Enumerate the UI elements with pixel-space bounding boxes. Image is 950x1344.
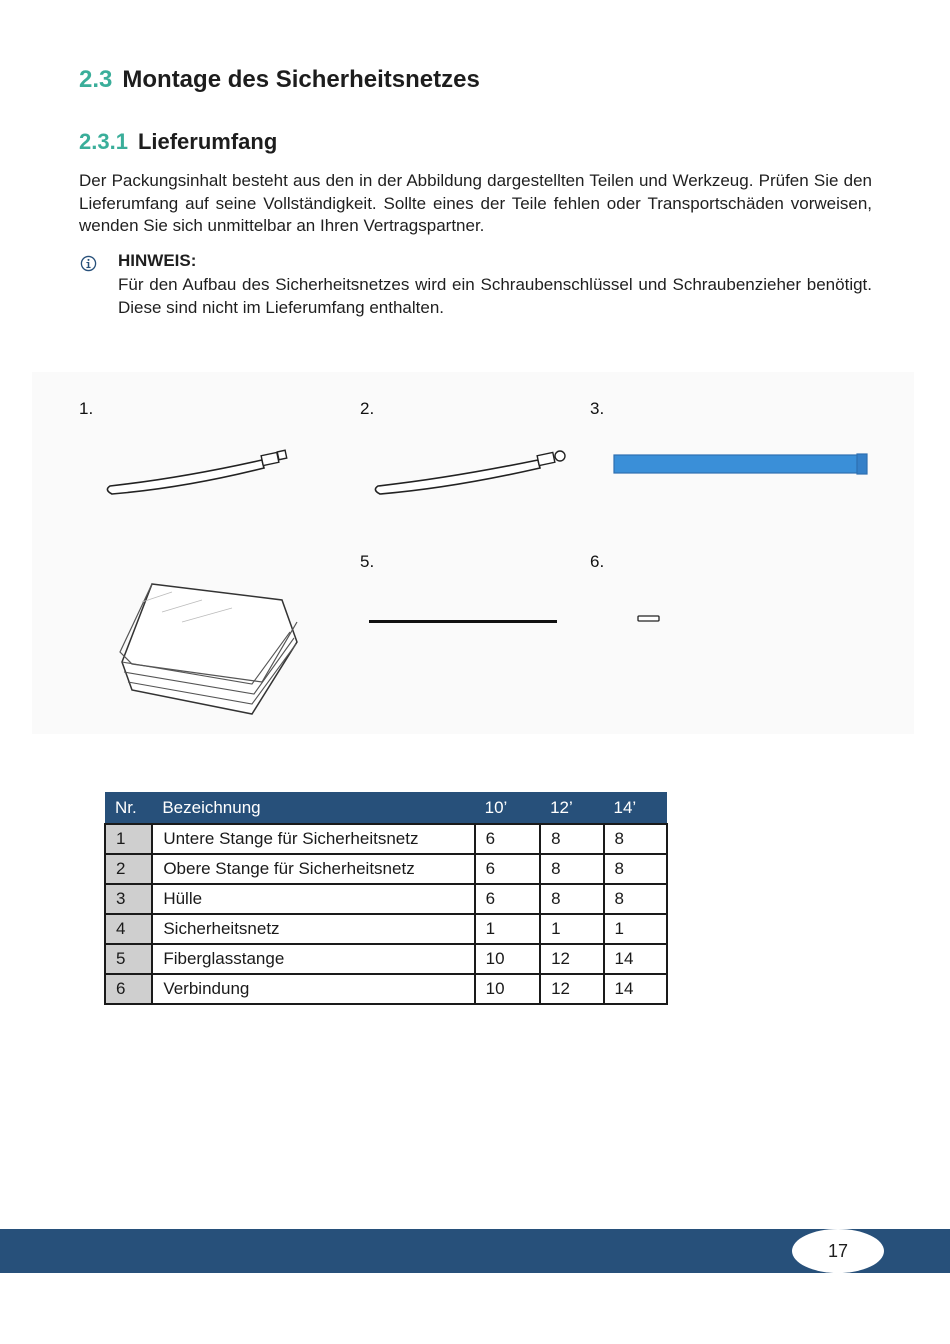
lower-pole-illustration bbox=[102, 448, 292, 498]
figure-label-2: 2. bbox=[360, 399, 375, 418]
cell-12: 8 bbox=[540, 884, 603, 914]
table-row bbox=[105, 824, 667, 854]
cell-14: 8 bbox=[604, 884, 668, 914]
section-number: 2.3 bbox=[79, 66, 113, 93]
cell-bezeichnung: Untere Stange für Sicherheitsnetz bbox=[152, 824, 474, 854]
cell-10: 10 bbox=[475, 944, 540, 974]
cell-bezeichnung: Verbindung bbox=[152, 974, 474, 1004]
parts-table bbox=[104, 792, 668, 1005]
figure-label-6: 6. bbox=[590, 552, 605, 571]
col-header-10: 10’ bbox=[475, 792, 540, 824]
sleeve-illustration bbox=[610, 450, 872, 480]
parts-figure bbox=[32, 372, 914, 734]
cell-12: 1 bbox=[540, 914, 603, 944]
table-row bbox=[105, 974, 667, 1004]
cell-nr: 4 bbox=[105, 914, 152, 944]
col-header-12: 12’ bbox=[540, 792, 603, 824]
col-header-bezeichnung: Bezeichnung bbox=[152, 792, 474, 824]
section-title: Montage des Sicherheitsnetzes bbox=[122, 66, 480, 93]
fiberglass-rod-illustration bbox=[367, 618, 559, 626]
cell-14: 14 bbox=[604, 944, 668, 974]
table-row bbox=[105, 884, 667, 914]
cell-bezeichnung: Sicherheitsnetz bbox=[152, 914, 474, 944]
col-header-14: 14’ bbox=[604, 792, 668, 824]
col-header-nr: Nr. bbox=[105, 792, 152, 824]
cell-nr: 2 bbox=[105, 854, 152, 884]
cell-10: 6 bbox=[475, 854, 540, 884]
cell-12: 8 bbox=[540, 854, 603, 884]
table-row bbox=[105, 854, 667, 884]
figure-label-3: 3. bbox=[590, 399, 605, 418]
section-heading bbox=[79, 66, 480, 94]
subsection-title: Lieferumfang bbox=[137, 129, 278, 154]
cell-nr: 6 bbox=[105, 974, 152, 1004]
subsection-heading bbox=[79, 129, 277, 155]
figure-label-1: 1. bbox=[79, 399, 94, 418]
note-title: HINWEIS: bbox=[118, 251, 197, 270]
cell-14: 8 bbox=[604, 854, 668, 884]
cell-12: 12 bbox=[540, 974, 603, 1004]
info-icon bbox=[80, 255, 97, 272]
cell-14: 8 bbox=[604, 824, 668, 854]
cell-10: 1 bbox=[475, 914, 540, 944]
cell-12: 12 bbox=[540, 944, 603, 974]
cell-14: 14 bbox=[604, 974, 668, 1004]
cell-bezeichnung: Fiberglasstange bbox=[152, 944, 474, 974]
table-row bbox=[105, 944, 667, 974]
cell-nr: 5 bbox=[105, 944, 152, 974]
cell-10: 6 bbox=[475, 884, 540, 914]
cell-14: 1 bbox=[604, 914, 668, 944]
figure-label-5: 5. bbox=[360, 552, 375, 571]
folded-net-illustration bbox=[112, 572, 312, 722]
cell-nr: 3 bbox=[105, 884, 152, 914]
page-number: 17 bbox=[792, 1229, 884, 1273]
subsection-number: 2.3.1 bbox=[79, 129, 128, 154]
cell-10: 10 bbox=[475, 974, 540, 1004]
cell-12: 8 bbox=[540, 824, 603, 854]
upper-pole-illustration bbox=[370, 448, 570, 498]
cell-10: 6 bbox=[475, 824, 540, 854]
table-header-row bbox=[105, 792, 667, 824]
cell-nr: 1 bbox=[105, 824, 152, 854]
cell-bezeichnung: Hülle bbox=[152, 884, 474, 914]
intro-paragraph: Der Packungsinhalt besteht aus den in der Abbildung dargestellten Teilen und Werkzeug. Prüfen Sie den Lieferumfang auf seine Vollständigkeit. Sollte eines der Teile fehlen oder Transportschäden vorweisen, wenden Sie sich unmittelbar an Ihren Vertragspartner. bbox=[79, 171, 872, 235]
connector-illustration bbox=[636, 614, 662, 624]
table-row bbox=[105, 914, 667, 944]
note-text: Für den Aufbau des Sicherheitsnetzes wird ein Schraubenschlüssel und Schraubenzieher benötigt. Diese sind nicht im Lieferumfang enthalten. bbox=[118, 275, 872, 317]
cell-bezeichnung: Obere Stange für Sicherheitsnetz bbox=[152, 854, 474, 884]
